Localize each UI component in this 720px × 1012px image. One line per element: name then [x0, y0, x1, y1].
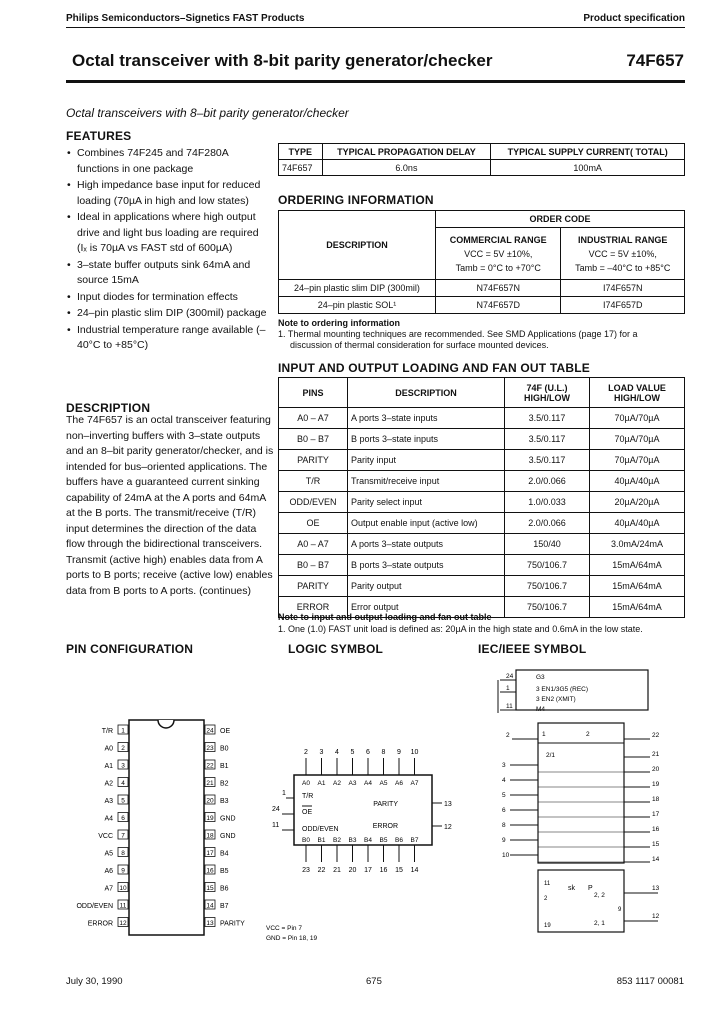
loading-ul: 3.5/0.117	[505, 450, 590, 471]
logic-top-pin: 8	[381, 749, 386, 756]
iec-mark-1: 1	[542, 731, 546, 738]
loading-pin: ODD/EVEN	[279, 492, 348, 513]
logic-b-label: B7	[410, 837, 419, 844]
logic-b-label: B4	[364, 837, 372, 844]
logic-oe-pin: 24	[272, 806, 280, 813]
feature-item: • 24–pin plastic slim DIP (300mil) package	[66, 306, 271, 322]
feature-item: • Combines 74F245 and 74F280A functions in one package	[66, 146, 271, 177]
dip-pin-number: 12	[119, 920, 127, 927]
logic-b-label: B3	[348, 837, 357, 844]
industrial-range-label: INDUSTRIAL RANGE	[578, 234, 668, 245]
iec-pin2: 2	[506, 732, 510, 739]
dip-pin-number: 9	[121, 867, 125, 875]
feature-item: • Industrial temperature range available (–40°C to +85°C)	[66, 323, 271, 354]
logic-oddeven-label: ODD/EVEN	[302, 826, 339, 833]
logic-bottom-pin: 16	[379, 867, 388, 874]
logic-a-label: A7	[410, 780, 419, 787]
industrial-range-cell	[561, 228, 685, 280]
iec-right-pin: 15	[652, 841, 660, 848]
logic-tr-label: T/R	[302, 793, 314, 800]
loading-value: 20µA/20µA	[590, 492, 685, 513]
dip-pin-number: 17	[206, 850, 214, 857]
loading-heading: INPUT AND OUTPUT LOADING AND FAN OUT TABLE	[278, 361, 590, 375]
dip-pin-number: 16	[206, 867, 214, 875]
loading-ul: 2.0/0.066	[505, 471, 590, 492]
dip-pin-label: A3	[104, 798, 113, 805]
loading-pin: OE	[279, 513, 348, 534]
pin-config-heading: PIN CONFIGURATION	[66, 642, 194, 656]
iec-right-pin: 19	[652, 781, 660, 788]
dip-notch	[158, 720, 174, 728]
title-rule	[66, 80, 685, 83]
loading-value: 40µA/40µA	[590, 471, 685, 492]
iec-pin12: 12	[652, 913, 660, 920]
iec-pin9: 9	[618, 907, 622, 913]
iec-right-pin: 14	[652, 856, 660, 863]
logic-error-label: ERROR	[372, 823, 398, 830]
loading-ul: 1.0/0.033	[505, 492, 590, 513]
header-doc-type: Product specification	[583, 13, 685, 24]
ordering-row-com: N74F657N	[436, 280, 561, 297]
iec-pin22: 22	[652, 732, 660, 739]
loading-pin: PARITY	[279, 450, 348, 471]
loading-desc: B ports 3–state inputs	[348, 429, 505, 450]
logic-a-label: A5	[379, 780, 388, 787]
logic-parity-pin: 13	[444, 801, 452, 808]
delay-header: TYPICAL PROPAGATION DELAY	[322, 144, 491, 160]
loading-pin: B0 – B7	[279, 555, 348, 576]
current-header: TYPICAL SUPPLY CURRENT( TOTAL)	[491, 144, 685, 160]
dip-pin-label: PARITY	[220, 920, 245, 928]
logic-b-label: B1	[317, 837, 326, 844]
iec-symbol-diagram	[488, 665, 688, 945]
ordering-row-desc: 24–pin plastic slim DIP (300mil)	[279, 280, 436, 297]
iec-left-pin: 10	[502, 852, 510, 859]
logic-bottom-pin: 22	[317, 867, 326, 874]
loading-pin: T/R	[279, 471, 348, 492]
current-value: 100mA	[491, 160, 685, 176]
header-rule	[66, 27, 685, 28]
logic-bottom-pin: 14	[410, 867, 419, 874]
dip-pin-number: 19	[206, 815, 214, 822]
logic-a-label: A6	[395, 780, 403, 787]
iec-left-pin: 9	[502, 837, 506, 844]
logic-a-label: A4	[364, 780, 372, 787]
feature-item: • Ideal in applications where high output drive and light bus loading are required (Iₓ is 70µA vs FAST std of 600µA)	[66, 210, 271, 257]
ordering-heading: ORDERING INFORMATION	[278, 193, 434, 207]
logic-oe-label: OE	[302, 809, 313, 816]
iec-parity-block	[538, 870, 624, 932]
dip-pin-number: 6	[121, 815, 125, 822]
logic-top-pin: 4	[335, 749, 339, 756]
loading-pin: B0 – B7	[279, 429, 348, 450]
dip-pin-label: GND	[220, 815, 236, 823]
part-number: 74F657	[626, 51, 684, 70]
type-header: TYPE	[279, 144, 323, 160]
dip-pin-label: B4	[220, 850, 229, 858]
iec-mark-2: 2	[586, 731, 590, 738]
logic-top-pin: 9	[397, 749, 401, 756]
dip-pin-label: B7	[220, 903, 229, 910]
footer-code: 853 1117 00081	[616, 976, 684, 987]
iec-mark-sk: sk	[568, 885, 575, 892]
footer-page: 675	[366, 976, 382, 987]
iec-right-pin: 18	[652, 796, 660, 803]
commercial-temp: Tamb = 0°C to +70°C	[455, 262, 541, 273]
iec-left-pin: 4	[502, 777, 506, 784]
ordering-note-line1: 1. Thermal mounting techniques are recommended. See SMD Applications (page 17) for a	[278, 329, 638, 339]
loading-value: 70µA/70µA	[590, 429, 685, 450]
loading-desc: Transmit/receive input	[348, 471, 505, 492]
industrial-vcc: VCC = 5V ±10%,	[588, 248, 657, 259]
loading-desc: Parity output	[348, 576, 505, 597]
logic-tr-pin: 1	[282, 790, 286, 797]
loading-table	[278, 377, 685, 618]
loading-note-line1: 1. One (1.0) FAST unit load is defined as: 20µA in the high state and 0.6mA in the low state.	[278, 624, 643, 634]
dip-package-outline	[129, 720, 204, 935]
dip-pin-label: ERROR	[87, 920, 113, 928]
loading-pin: A0 – A7	[279, 534, 348, 555]
dip-pin-number: 8	[121, 850, 125, 857]
dip-pin-label: GND	[220, 833, 236, 840]
loading-value: 70µA/70µA	[590, 450, 685, 471]
dip-pin-label: A5	[104, 850, 113, 858]
iec-left-pin: 3	[502, 762, 506, 769]
loading-value: 15mA/64mA	[590, 597, 685, 618]
logic-top-pin: 5	[350, 749, 355, 756]
loading-desc: Parity select input	[348, 492, 505, 513]
dip-pin-number: 7	[121, 832, 125, 840]
loading-desc: B ports 3–state outputs	[348, 555, 505, 576]
logic-a-label: A2	[333, 780, 341, 787]
logic-symbol-diagram	[266, 740, 466, 945]
description-heading: DESCRIPTION	[66, 401, 151, 415]
logic-b-label: B6	[395, 837, 403, 844]
iec-right-pin: 21	[652, 751, 660, 758]
loading-ul: 750/106.7	[505, 597, 590, 618]
dip-pin-number: 18	[206, 832, 214, 840]
dip-pin-label: A1	[104, 763, 113, 770]
feature-item: • High impedance base input for reduced loading (70µA in high and low states)	[66, 178, 271, 209]
dip-pin-label: ODD/EVEN	[76, 903, 113, 910]
commercial-range-label: COMMERCIAL RANGE	[449, 234, 547, 245]
loading-desc: Output enable input (active low)	[348, 513, 505, 534]
loading-ul: 2.0/0.066	[505, 513, 590, 534]
dip-pin-number: 14	[206, 902, 214, 910]
header-company: Philips Semiconductors–Signetics FAST Products	[66, 13, 305, 24]
industrial-temp: Tamb = –40°C to +85°C	[575, 262, 671, 273]
loading-ul: 150/40	[505, 534, 590, 555]
logic-top-pin: 6	[366, 749, 370, 756]
ordering-note-heading: Note to ordering information	[278, 318, 400, 328]
dip-pin-number: 10	[119, 885, 127, 892]
iec-pin13: 13	[652, 885, 660, 892]
logic-a-label: A1	[317, 780, 326, 787]
dip-pin-label: A7	[104, 885, 113, 893]
logic-a-label: A3	[348, 780, 357, 787]
loading-pin: A0 – A7	[279, 408, 348, 429]
logic-a-label: A0	[302, 780, 310, 787]
dip-pin-label: B3	[220, 798, 229, 805]
loading-note-heading: Note to input and output loading and fan out table	[278, 612, 492, 622]
subtitle: Octal transceivers with 8–bit parity generator/checker	[66, 106, 349, 120]
iec-right-pin: 20	[652, 766, 660, 773]
logic-top-pin: 2	[304, 749, 308, 756]
iec-data-block	[538, 723, 624, 863]
dip-pin-number: 3	[121, 762, 125, 770]
pins-header: PINS	[279, 378, 348, 408]
loading-value: 70µA/70µA	[590, 408, 685, 429]
dip-pin-number: 4	[121, 780, 125, 787]
loading-value: 15mA/64mA	[590, 576, 685, 597]
dip-pin-label: B5	[220, 868, 229, 875]
iec-right-pin: 16	[652, 826, 660, 833]
ordering-row-ind: I74F657D	[561, 297, 685, 314]
logic-bottom-pin: 15	[395, 867, 403, 874]
iec-out1: 2, 2	[594, 892, 605, 899]
dip-pin-number: 23	[206, 745, 214, 752]
dip-pin-label: B2	[220, 780, 229, 788]
ordering-row-ind: I74F657N	[561, 280, 685, 297]
feature-item: • Input diodes for termination effects	[66, 290, 271, 306]
iec-pin11: 11	[506, 703, 513, 710]
ordering-row-com: N74F657D	[436, 297, 561, 314]
dip-pin-label: A4	[104, 815, 113, 823]
iec-left-pin: 6	[502, 807, 506, 814]
iec-out2: 2, 1	[594, 920, 605, 927]
logic-bottom-pin: 17	[364, 867, 372, 874]
loading-ul: 750/106.7	[505, 576, 590, 597]
description-text: The 74F657 is an octal transceiver featuring non–inverting buffers with 3–state outputs and an 8–bit parity generator/checker, and is intended for bus–oriented applications. The buffers have a guaranteed current sinking capability of 24mA at the A ports and 64mA at the B ports. The transmit/receive (T/R) input determines the direction of the data flow through the bidirectional transceivers. Transmit (active high) enables data from A ports to B ports; receive (active low) enables data from B ports to A ports. (continues)	[66, 414, 274, 597]
load-value-header: LOAD VALUE HIGH/LOW	[590, 378, 685, 408]
loading-value: 3.0mA/24mA	[590, 534, 685, 555]
type-value: 74F657	[279, 160, 323, 176]
loading-value: 15mA/64mA	[590, 555, 685, 576]
logic-top-pin: 3	[319, 749, 324, 756]
dip-pin-number: 5	[121, 797, 125, 805]
dip-pin-number: 11	[119, 902, 127, 910]
dip-pin-label: A6	[104, 868, 113, 875]
commercial-vcc: VCC = 5V ±10%,	[464, 248, 533, 259]
dip-pin-number: 21	[206, 780, 214, 787]
pin-config-diagram	[66, 715, 266, 940]
loading-ul: 3.5/0.117	[505, 408, 590, 429]
logic-symbol-heading: LOGIC SYMBOL	[288, 642, 384, 656]
logic-oddeven-pin: 11	[272, 822, 280, 829]
dip-pin-label: VCC	[98, 833, 113, 840]
iec-m4: M4	[536, 706, 546, 713]
logic-b-label: B2	[333, 837, 341, 844]
logic-bottom-pin: 21	[333, 867, 341, 874]
iec-en2: 3 EN2 (XMIT)	[536, 696, 576, 703]
iec-bottom-pin: 11	[544, 881, 551, 887]
logic-top-pin: 10	[410, 749, 419, 756]
ul-header: 74F (U.L.) HIGH/LOW	[505, 378, 590, 408]
dip-pin-number: 24	[206, 727, 214, 735]
dip-pin-number: 13	[206, 920, 214, 927]
loading-desc: Parity input	[348, 450, 505, 471]
logic-bottom-pin: 20	[348, 867, 357, 874]
loading-value: 40µA/40µA	[590, 513, 685, 534]
ordering-desc-header: DESCRIPTION	[279, 211, 436, 280]
dip-pin-label: B0	[220, 745, 229, 753]
iec-right-pin: 17	[652, 811, 660, 818]
loading-ul: 3.5/0.117	[505, 429, 590, 450]
logic-b-label: B5	[379, 837, 388, 844]
iec-left-pin: 5	[502, 792, 506, 799]
iec-pin24: 24	[506, 673, 514, 680]
logic-bottom-pin: 23	[302, 867, 310, 874]
iec-en1: 3 EN1/3G5 (REC)	[536, 686, 589, 693]
logic-b-label: B0	[302, 837, 310, 844]
loading-desc: A ports 3–state inputs	[348, 408, 505, 429]
loading-ul: 750/106.7	[505, 555, 590, 576]
loading-pin: PARITY	[279, 576, 348, 597]
iec-left-pin: 8	[502, 822, 506, 829]
logic-vcc-note: VCC = Pin 7	[266, 925, 302, 932]
order-code-header: ORDER CODE	[436, 211, 685, 228]
dip-pin-label: A0	[104, 745, 113, 753]
dip-pin-label: A2	[104, 780, 113, 788]
iec-pin1: 1	[506, 685, 510, 692]
logic-gnd-note: GND = Pin 18, 19	[266, 935, 318, 942]
iec-bottom-pin: 2	[544, 896, 548, 902]
dip-pin-number: 15	[206, 885, 214, 892]
ordering-table	[278, 210, 685, 314]
iec-symbol-heading: IEC/IEEE SYMBOL	[478, 642, 587, 656]
dip-pin-number: 2	[121, 745, 125, 752]
ordering-row-desc: 24–pin plastic SOL¹	[279, 297, 436, 314]
dip-pin-label: T/R	[101, 728, 113, 735]
type-table	[278, 143, 685, 176]
iec-parity-symbol: P	[588, 885, 593, 892]
features-heading: FEATURES	[66, 129, 132, 143]
dip-pin-label: OE	[220, 728, 231, 735]
features-list	[66, 146, 271, 355]
dip-pin-number: 1	[121, 727, 125, 735]
ordering-note-line2: discussion of thermal consideration for surface mounted devices.	[290, 340, 549, 350]
footer-date: July 30, 1990	[66, 976, 123, 987]
logic-error-pin: 12	[444, 824, 452, 831]
logic-parity-label: PARITY	[373, 801, 398, 808]
page-title: Octal transceiver with 8-bit parity generator/checker	[72, 51, 493, 70]
loading-desc: Error output	[348, 597, 505, 618]
dip-pin-label: B6	[220, 885, 229, 893]
loading-desc: A ports 3–state outputs	[348, 534, 505, 555]
iec-g3: G3	[536, 674, 545, 681]
description-header: DESCRIPTION	[348, 378, 505, 408]
dip-pin-number: 22	[206, 762, 214, 770]
iec-mark-211: 2/1	[546, 752, 556, 759]
delay-value: 6.0ns	[322, 160, 491, 176]
dip-pin-number: 20	[206, 797, 214, 805]
iec-bottom-pin: 19	[544, 923, 551, 929]
feature-item: • 3–state buffer outputs sink 64mA and source 15mA	[66, 258, 271, 289]
loading-pin: ERROR	[279, 597, 348, 618]
commercial-range-cell	[436, 228, 561, 280]
dip-pin-label: B1	[220, 763, 229, 770]
